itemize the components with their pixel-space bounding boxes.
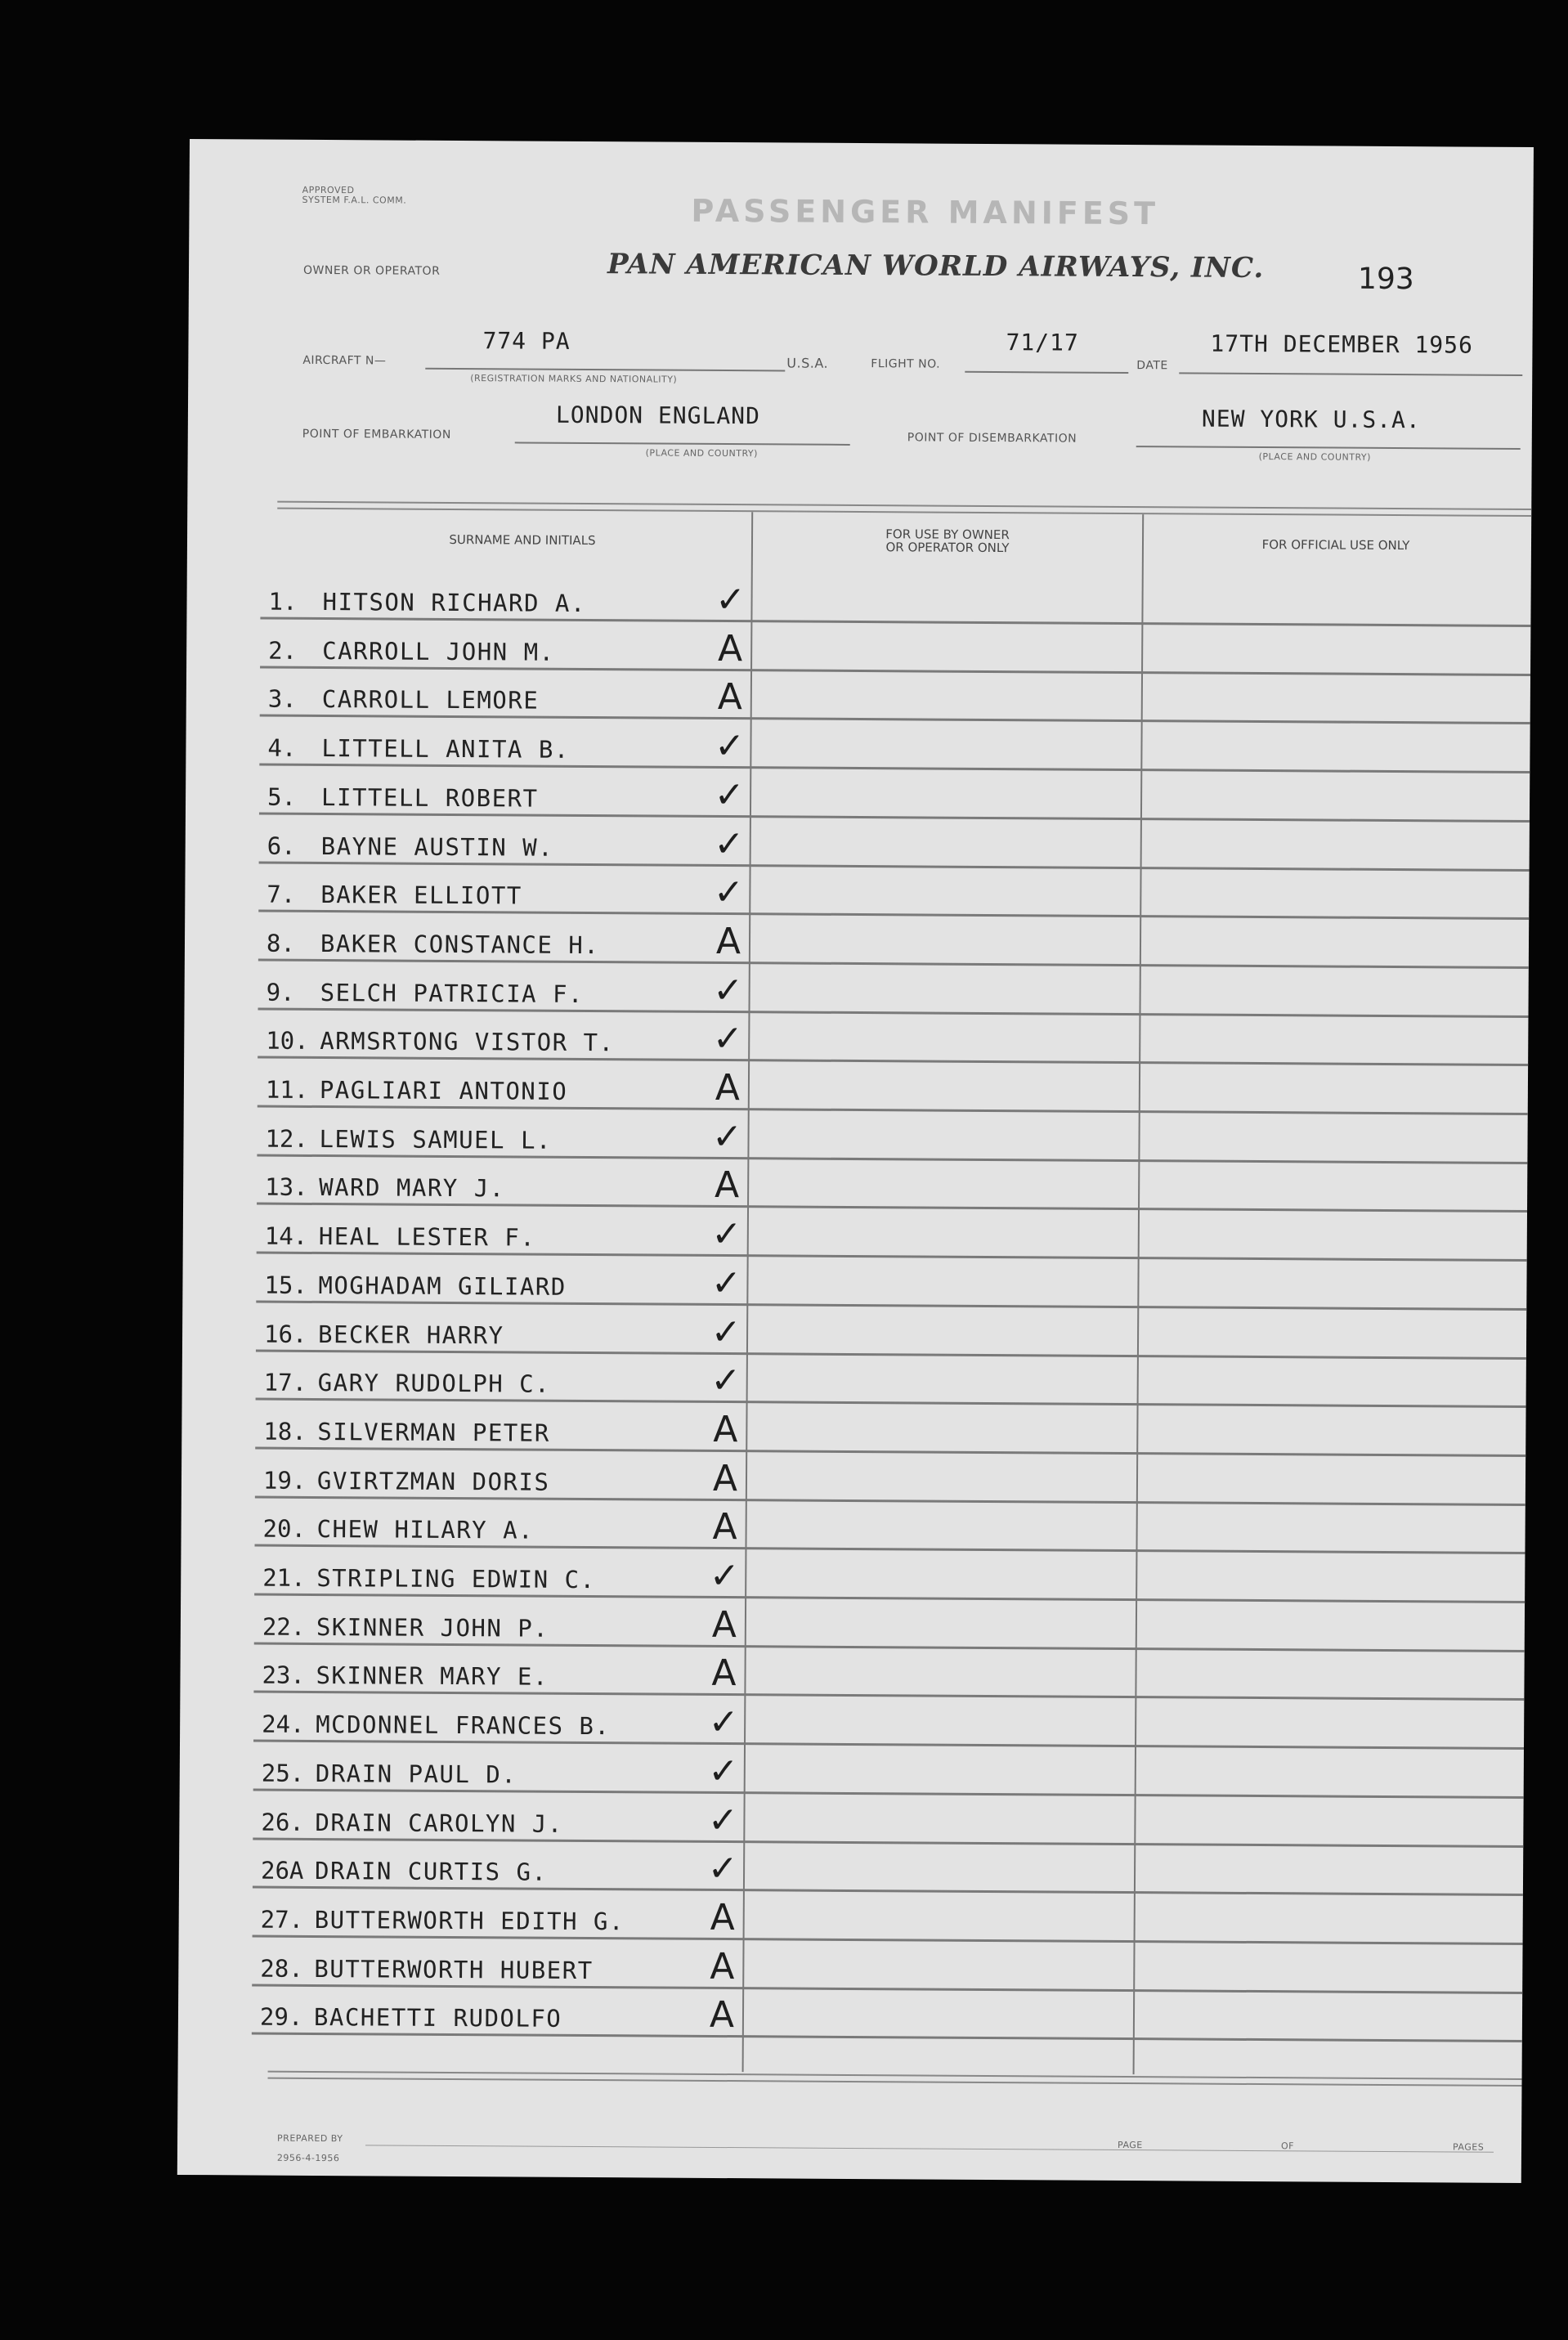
row-rule (256, 1398, 1526, 1408)
row-rule (254, 1643, 1525, 1652)
passenger-name: BECKER HARRY (317, 1320, 504, 1350)
row-number: 5. (267, 782, 297, 811)
row-number: 19. (262, 1466, 307, 1495)
of-label: OF (1280, 2141, 1295, 2152)
passenger-name: DRAIN CAROLYN J. (315, 1808, 563, 1838)
prepared-label: PREPARED BY (277, 2132, 343, 2145)
row-number: 15. (264, 1271, 307, 1299)
row-rule (253, 1935, 1523, 1945)
row-rule (260, 715, 1530, 724)
passenger-name: BACHETTI RUDOLFO (313, 2002, 562, 2033)
passenger-name: SILVERMAN PETER (317, 1417, 550, 1447)
embarkation-label: POINT OF EMBARKATION (302, 427, 451, 442)
row-number: 26A (260, 1856, 304, 1885)
row-number: 13. (265, 1172, 308, 1201)
row-rule (259, 764, 1530, 773)
row-rule (260, 617, 1530, 627)
passenger-name: MCDONNEL FRANCES B. (316, 1710, 611, 1741)
passenger-name: HITSON RICHARD A. (322, 588, 586, 617)
row-number: 10. (266, 1026, 309, 1055)
passenger-name: ARMSRTONG VISTOR T. (320, 1026, 615, 1057)
row-rule (258, 959, 1529, 969)
operator-check-mark: A (717, 675, 743, 719)
passenger-name: GARY RUDOLPH C. (317, 1368, 551, 1398)
manifest-title: PASSENGER MANIFEST (691, 192, 1160, 232)
operator-check-mark: A (712, 1457, 738, 1500)
table-bottom-border (268, 2071, 1522, 2087)
passenger-name: DRAIN PAUL D. (315, 1759, 517, 1789)
form-code: 2956-4-1956 (276, 2152, 340, 2164)
passenger-name: HEAL LESTER F. (318, 1222, 536, 1252)
operator-check-mark: A (714, 1163, 740, 1207)
flight-line (965, 371, 1128, 374)
footer-line (365, 2145, 1494, 2152)
row-number: 9. (266, 978, 295, 1006)
passenger-name: DRAIN CURTIS G. (314, 1856, 548, 1886)
operator-check-mark: ✓ (707, 1847, 738, 1890)
passenger-name: MOGHADAM GILIARD (318, 1271, 567, 1301)
registration-caption: (REGISTRATION MARKS AND NATIONALITY) (470, 373, 678, 385)
disembarkation-line (1136, 446, 1521, 450)
operator-check-mark: A (709, 1993, 735, 2037)
disembarkation-label: POINT OF DISEMBARKATION (907, 431, 1077, 446)
operator-check-mark: A (710, 1896, 735, 1939)
usa-label: U.S.A. (786, 355, 829, 371)
row-number: 11. (265, 1075, 309, 1104)
operator-check-mark: ✓ (713, 871, 744, 914)
row-number: 2. (268, 636, 298, 665)
operator-check-mark: ✓ (710, 1311, 741, 1354)
row-rule (257, 1203, 1527, 1213)
flight-value: 71/17 (1006, 329, 1079, 356)
row-rule (256, 1301, 1526, 1311)
row-rule (253, 1691, 1524, 1701)
operator-check-mark: A (712, 1505, 737, 1549)
passenger-name: CARROLL LEMORE (321, 685, 540, 715)
aircraft-line (425, 368, 785, 372)
row-number: 7. (267, 880, 296, 908)
row-number: 18. (263, 1417, 307, 1446)
row-rule (258, 1105, 1528, 1115)
passenger-name: CHEW HILARY A. (316, 1514, 535, 1544)
operator-check-mark: ✓ (710, 1262, 742, 1305)
operator-check-mark: ✓ (714, 724, 746, 768)
operator-check-mark: ✓ (709, 1554, 740, 1598)
page-label: PAGE (1117, 2139, 1143, 2151)
operator-check-mark: A (713, 1408, 738, 1451)
owner-value: PAN AMERICAN WORLD AIRWAYS, INC. (607, 248, 1265, 285)
row-number: 17. (263, 1368, 307, 1396)
operator-check-mark: A (711, 1603, 737, 1647)
aircraft-label: AIRCRAFT N— (302, 353, 387, 368)
pages-label: PAGES (1452, 2141, 1485, 2153)
row-number: 23. (262, 1661, 306, 1689)
row-rule (254, 1544, 1525, 1554)
page-number-handwritten: 193 (1357, 262, 1414, 297)
passenger-name: PAGLIARI ANTONIO (319, 1075, 568, 1105)
disembarkation-caption: (PLACE AND COUNTRY) (1258, 451, 1371, 463)
operator-check-mark: ✓ (707, 1799, 739, 1842)
passenger-name: LITTELL ROBERT (320, 782, 539, 813)
row-rule (252, 1984, 1522, 1994)
operator-check-mark: ✓ (712, 1017, 743, 1060)
row-number: 26. (261, 1808, 304, 1836)
approval-note: APPROVED SYSTEM F.A.L. COMM. (302, 184, 407, 206)
row-number: 8. (266, 929, 296, 957)
row-number: 6. (267, 832, 296, 860)
operator-check-mark: ✓ (708, 1750, 739, 1793)
passenger-name: STRIPLING EDWIN C. (316, 1563, 596, 1594)
row-number: 14. (264, 1222, 308, 1250)
row-number: 29. (259, 2002, 303, 2031)
col-official-header: FOR OFFICIAL USE ONLY (1261, 537, 1410, 554)
row-rule (257, 1154, 1527, 1164)
operator-check-mark: A (715, 920, 741, 963)
passenger-name: WARD MARY J. (319, 1172, 505, 1203)
row-rule (255, 1496, 1525, 1506)
operator-check-mark: A (715, 1066, 741, 1109)
row-number: 28. (260, 1954, 303, 1983)
passenger-name: CARROLL JOHN M. (322, 637, 555, 666)
col-owner-header: FOR USE BY OWNER OR OPERATOR ONLY (885, 527, 1010, 556)
row-number: 20. (262, 1514, 307, 1543)
row-number: 12. (265, 1124, 309, 1153)
row-number: 25. (261, 1759, 305, 1787)
operator-check-mark: ✓ (713, 969, 744, 1012)
embarkation-line (515, 442, 850, 446)
row-rule (256, 1350, 1526, 1360)
table-top-border (277, 501, 1531, 517)
manifest-sheet (177, 139, 1534, 2183)
operator-check-mark: ✓ (711, 1115, 743, 1159)
row-number: 22. (262, 1612, 306, 1641)
row-number: 4. (267, 733, 297, 762)
operator-check-mark: ✓ (715, 578, 746, 621)
flight-label: FLIGHT NO. (871, 357, 941, 371)
row-number: 21. (262, 1563, 306, 1592)
embarkation-value: LONDON ENGLAND (555, 401, 761, 430)
row-rule (258, 1008, 1528, 1018)
row-number: 16. (263, 1320, 307, 1348)
passenger-name: BAKER CONSTANCE H. (320, 929, 600, 960)
aircraft-value: 774 PA (482, 327, 571, 355)
embarkation-caption: (PLACE AND COUNTRY) (645, 447, 758, 459)
operator-check-mark: A (717, 627, 743, 670)
row-rule (259, 862, 1530, 872)
row-rule (254, 1594, 1525, 1603)
operator-check-mark: ✓ (714, 823, 745, 866)
passenger-name: SKINNER JOHN P. (316, 1612, 549, 1643)
date-label: DATE (1136, 359, 1168, 373)
operator-check-mark: A (710, 1945, 735, 1988)
operator-check-mark: ✓ (710, 1359, 741, 1402)
passenger-name: LITTELL ANITA B. (321, 734, 570, 764)
passenger-name: BUTTERWORTH EDITH G. (314, 1905, 625, 1936)
row-rule (252, 2033, 1522, 2042)
row-rule (260, 666, 1530, 676)
passenger-name: BAKER ELLIOTT (320, 880, 522, 910)
col-surname-header: SURNAME AND INITIALS (449, 531, 596, 549)
passenger-name: SELCH PATRICIA F. (320, 978, 585, 1008)
row-rule (253, 1789, 1524, 1799)
date-line (1179, 372, 1522, 376)
row-rule (258, 1056, 1528, 1066)
row-rule (259, 813, 1530, 823)
row-rule (253, 1838, 1523, 1848)
row-number: 3. (267, 684, 297, 713)
operator-check-mark: ✓ (708, 1701, 739, 1744)
owner-label: OWNER OR OPERATOR (302, 263, 441, 278)
passenger-name: BUTTERWORTH HUBERT (314, 1954, 594, 1985)
row-number: 24. (262, 1710, 305, 1738)
operator-check-mark: ✓ (711, 1213, 742, 1256)
passenger-name: BAYNE AUSTIN W. (320, 832, 554, 862)
column-divider-2 (1133, 514, 1145, 2074)
row-number: 27. (260, 1905, 304, 1934)
operator-check-mark: ✓ (714, 773, 745, 817)
passenger-name: GVIRTZMAN DORIS (316, 1466, 550, 1496)
row-number: 1. (268, 587, 298, 616)
disembarkation-value: NEW YORK U.S.A. (1201, 405, 1421, 434)
row-rule (255, 1447, 1525, 1457)
row-rule (258, 910, 1529, 920)
date-value: 17TH DECEMBER 1956 (1210, 329, 1474, 359)
operator-check-mark: A (711, 1652, 737, 1695)
passenger-name: LEWIS SAMUEL L. (319, 1124, 553, 1154)
row-rule (253, 1886, 1523, 1896)
row-rule (253, 1740, 1524, 1750)
row-rule (257, 1252, 1527, 1262)
passenger-name: SKINNER MARY E. (316, 1661, 549, 1691)
